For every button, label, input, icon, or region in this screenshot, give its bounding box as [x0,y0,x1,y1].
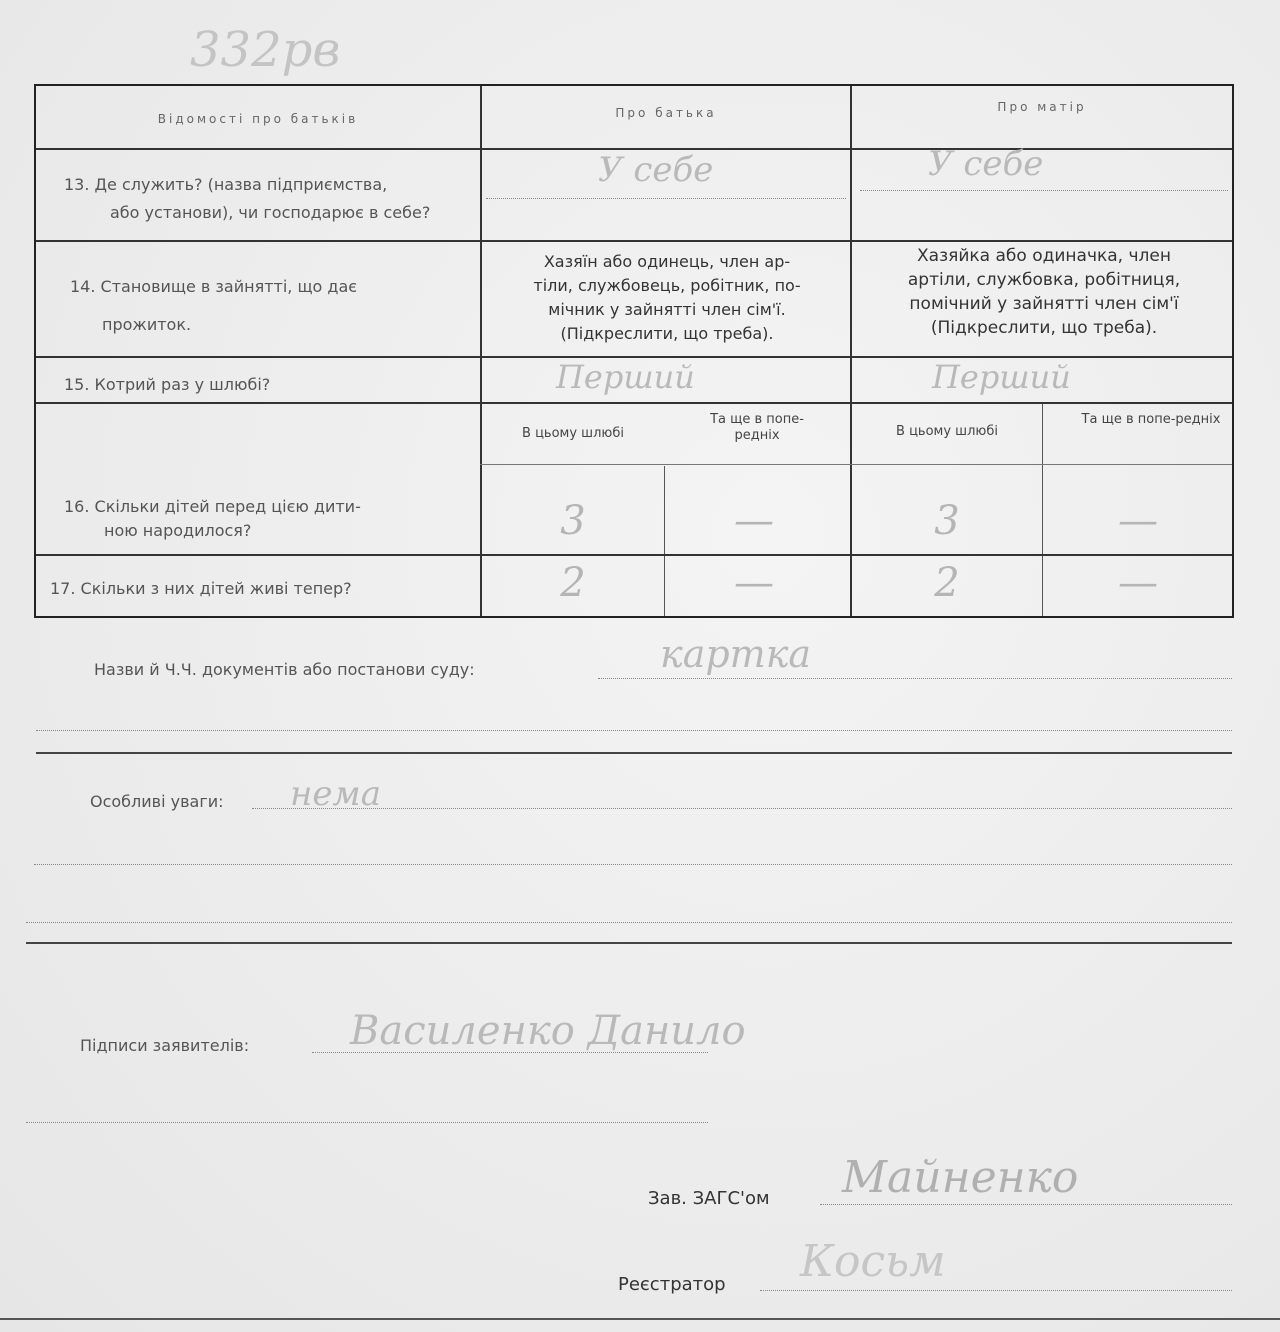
registrar-label: Реєстратор [618,1274,726,1295]
subheader-father-previous: Та ще в попе-редніх [710,412,804,443]
documents-value[interactable]: картка [660,632,812,676]
row16-father-previous[interactable]: — [734,498,774,544]
header-mother: Про матір [997,100,1087,114]
row16-label-line2: ною народилося? [104,521,252,540]
row17-mother-previous[interactable]: — [1118,560,1158,606]
row14-label-line1: 14. Становище в зайнятті, що дає [70,277,358,296]
father-option-line: мічник у зайнятті член сім'ї. [548,300,786,319]
row16-mother-previous[interactable]: — [1118,498,1158,544]
row17-father-previous[interactable]: — [734,560,774,606]
subheader-mother-current: В цьому шлюбі [896,424,998,439]
signatures-value[interactable]: Василенко Данило [350,1008,746,1054]
mother-option-line: артіли, службовка, робітниця, [907,270,1181,290]
registrar-signature[interactable]: Косьм [800,1236,946,1287]
documents-label: Назви й Ч.Ч. документів або постанови суду: [94,660,475,679]
header-info: Відомості про батьків [157,112,359,126]
header-father: Про батька [615,106,717,120]
row13-label-line2: або установи), чи господарює в себе? [110,203,431,222]
row17-mother-current[interactable]: 2 [934,560,960,606]
row15-mother-value[interactable]: Перший [932,358,1071,396]
archive-mark: 332рв [190,22,341,78]
father-option-line: тіли, службовець, робітник, по- [533,276,801,295]
row13-mother-value[interactable]: У себе [928,144,1044,184]
row15-father-value[interactable]: Перший [556,358,695,396]
signatures-label: Підписи заявителів: [80,1036,250,1055]
row16-mother-current[interactable]: 3 [934,498,960,544]
row14-label-line2: прожиток. [102,315,192,334]
mother-option-line: помічний у зайнятті член сім'ї [909,294,1179,314]
row16-label-line1: 16. Скільки дітей перед цією дити- [64,497,361,516]
subheader-mother-previous: Та ще в попе-редніх [1081,412,1221,427]
row16-father-current[interactable]: 3 [560,498,586,544]
row15-label: 15. Котрий раз у шлюбі? [64,375,271,394]
father-option-line: (Підкреслити, що треба). [560,324,774,343]
remarks-label: Особливі уваги: [90,792,224,811]
head-signature[interactable]: Майненко [842,1152,1079,1203]
father-option-line: Хазяїн або одинець, член ар- [543,252,791,271]
row17-father-current[interactable]: 2 [560,560,586,606]
mother-option-line: Хазяйка або одиначка, член [917,246,1171,266]
remarks-value[interactable]: нема [290,774,381,814]
head-label: Зав. ЗАГС'ом [648,1188,770,1209]
row13-father-value[interactable]: У себе [598,150,714,190]
row13-label-line1: 13. Де служить? (назва підприємства, [64,175,388,194]
mother-option-line: (Підкреслити, що треба). [930,318,1158,338]
parents-info-table [34,84,1234,618]
row14-father-options[interactable] [486,250,848,346]
row17-label: 17. Скільки з них дітей живі тепер? [50,579,352,598]
row14-mother-options[interactable] [856,244,1232,340]
subheader-father-current: В цьому шлюбі [522,426,624,441]
